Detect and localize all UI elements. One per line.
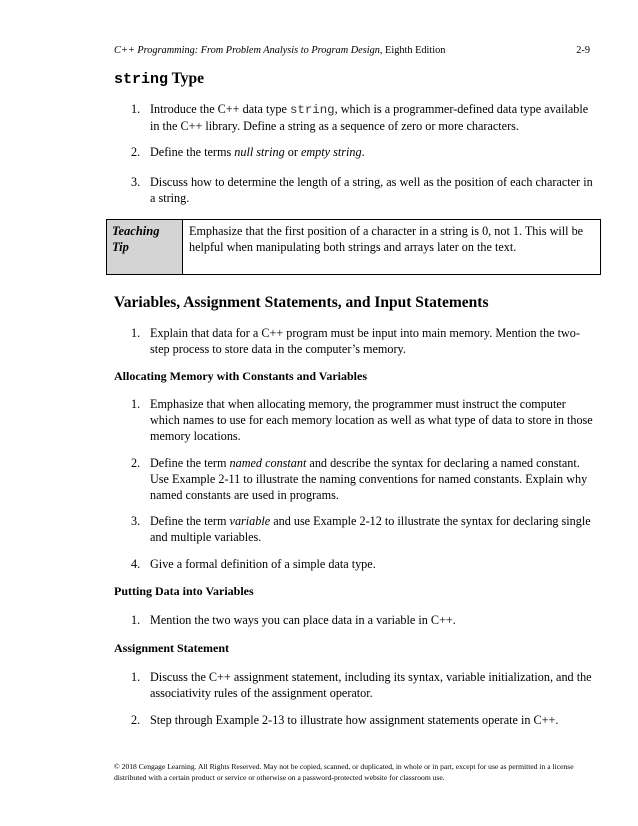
text-run: Define the term (150, 514, 230, 528)
item-number: 2. (131, 145, 141, 159)
page-number: 2-9 (576, 45, 590, 56)
running-header (114, 45, 590, 56)
heading-text: Type (168, 70, 205, 87)
subheading-assignment-statement: Assignment Statement (114, 641, 229, 655)
item-number: 3. (131, 175, 141, 189)
emphasis-term: named constant (229, 456, 307, 470)
code-term: string (289, 103, 335, 117)
teaching-tip-text: Emphasize that the first position of a character in a string is 0, not 1. This will be helpful when manipulating both strings and arrays later on the text. (189, 224, 584, 254)
list-item (131, 144, 593, 160)
section-heading-variables: Variables, Assignment Statements, and Input Statements (114, 294, 489, 311)
item-number: 1. (131, 102, 141, 116)
item-number: 1. (131, 397, 141, 411)
text-run: and use Example 2-12 to illustrate the syntax for declaring single and multiple variables. (150, 514, 591, 544)
item-number: 1. (131, 670, 141, 684)
list-item (131, 325, 593, 357)
item-text: Mention the two ways you can place data in a variable in C++. (150, 613, 456, 627)
list-item (131, 556, 593, 572)
subheading-putting-data: Putting Data into Variables (114, 584, 254, 598)
text-run: Introduce the C++ data type (150, 102, 290, 116)
item-number: 1. (131, 326, 141, 340)
teaching-tip-box (106, 219, 601, 275)
teaching-tip-label: Teaching Tip (107, 220, 183, 274)
list-item (131, 174, 593, 206)
emphasis-term: empty string (300, 145, 362, 159)
item-text (150, 144, 593, 160)
list-item (131, 396, 593, 444)
section-heading-string-type (114, 70, 204, 88)
item-text (150, 513, 593, 545)
item-text: Discuss the C++ assignment statement, including its syntax, variable initialization, and the associativity rules of the assignment operator. (150, 670, 592, 700)
item-text: Explain that data for a C++ program must be input into main memory. Mention the two-step process to store data in the computer’s memory. (150, 326, 580, 356)
text-run: Define the term (150, 456, 230, 470)
item-text: Emphasize that when allocating memory, the programmer must instruct the computer which names to use for each memory location as well as what type of data to store in those memory locations. (150, 397, 593, 443)
book-title: C++ Programming: From Problem Analysis to Program Design (114, 45, 380, 56)
list-item (131, 669, 593, 701)
list-item (131, 455, 593, 503)
copyright-footer: © 2018 Cengage Learning. All Rights Reserved. May not be copied, scanned, or duplicated, in whole or in part, except for use as permitted in a license distributed with a certain product or service or otherwise on a password-protected website for classroom use. (114, 762, 574, 782)
item-number: 2. (131, 713, 141, 727)
list-item (131, 612, 593, 628)
heading-code: string (114, 71, 169, 88)
item-number: 3. (131, 514, 141, 528)
item-number: 2. (131, 456, 141, 470)
item-number: 4. (131, 557, 141, 571)
text-run: . (361, 145, 365, 159)
item-text: Discuss how to determine the length of a string, as well as the position of each character in a string. (150, 175, 593, 205)
emphasis-term: null string (234, 145, 285, 159)
text-run: Define the terms (150, 145, 235, 159)
edition-label: , Eighth Edition (379, 45, 446, 56)
item-number: 1. (131, 613, 141, 627)
item-text (150, 455, 593, 503)
text-run: and describe the syntax for declaring a named constant. Use Example 2-11 to illustrate the naming conventions for named constants. Explain why named constants are used in programs. (150, 456, 588, 502)
emphasis-term: variable (229, 514, 271, 528)
text-run: or (284, 145, 301, 159)
text-run: , which is a programmer-defined data type available in the C++ library. Define a string as a sequence of zero or more characters. (150, 102, 589, 133)
item-text: Give a formal definition of a simple data type. (150, 557, 376, 571)
list-item (131, 712, 593, 728)
item-text: Step through Example 2-13 to illustrate how assignment statements operate in C++. (150, 713, 559, 727)
item-text (150, 101, 593, 134)
subheading-allocating-memory: Allocating Memory with Constants and Variables (114, 369, 368, 383)
list-item (131, 101, 593, 134)
list-item (131, 513, 593, 545)
